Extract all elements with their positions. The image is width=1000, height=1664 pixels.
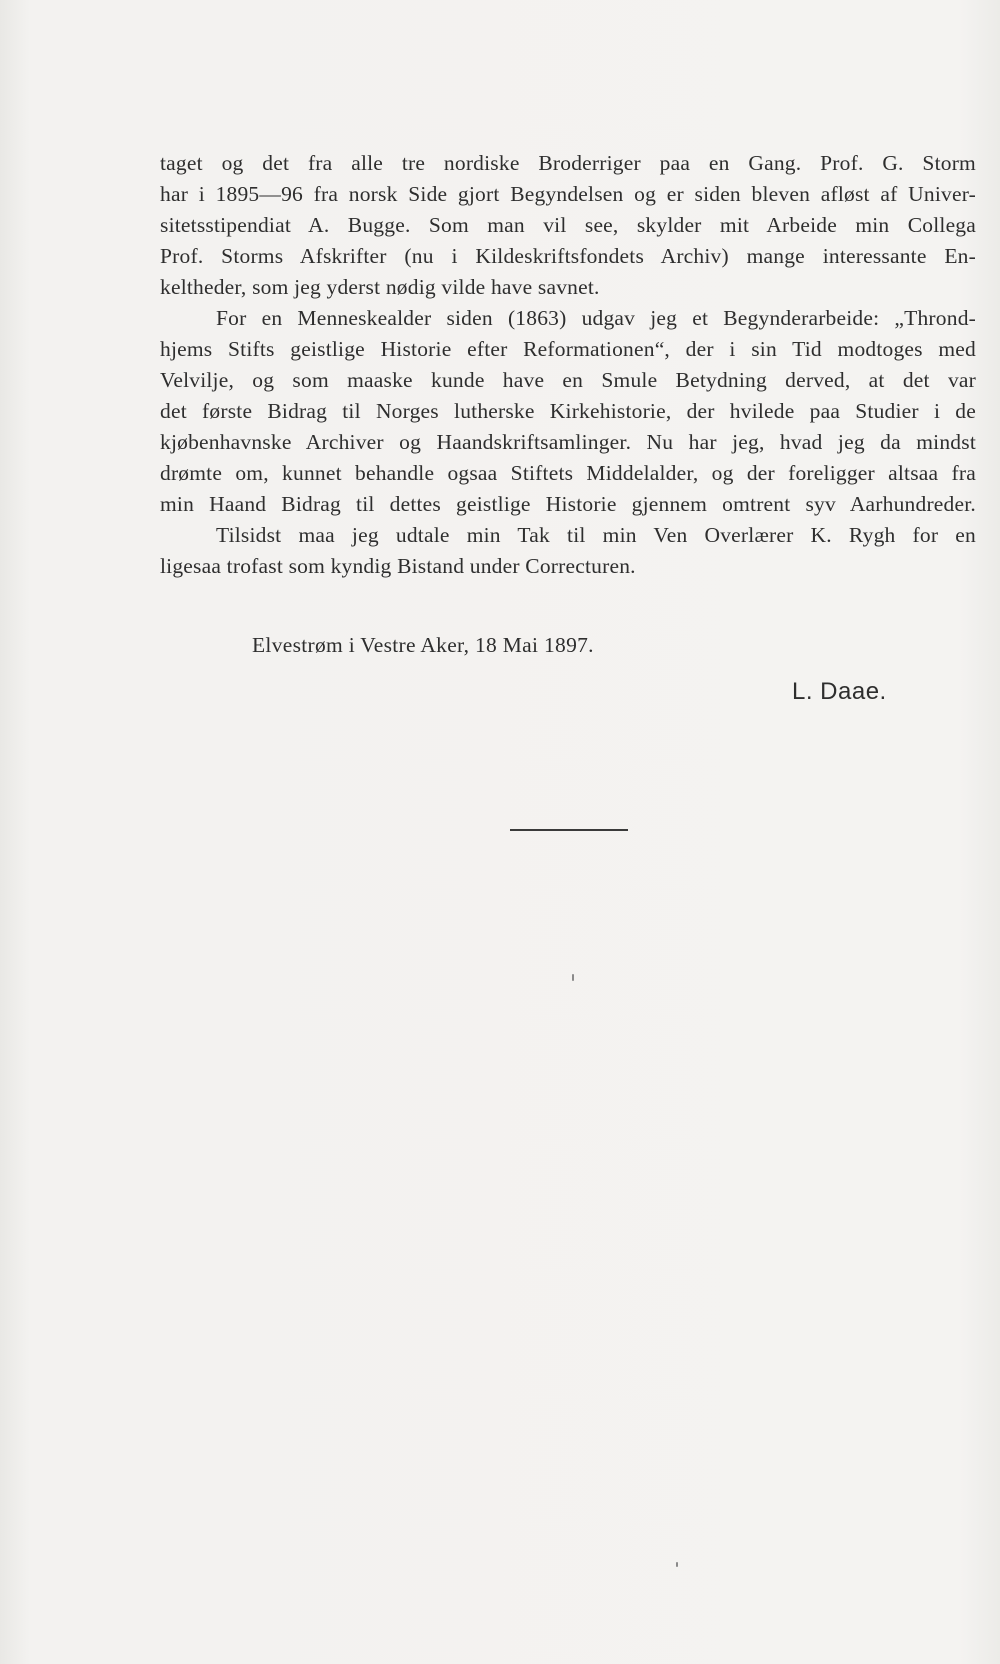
dateline: Elvestrøm i Vestre Aker, 18 Mai 1897. [252,633,594,657]
text-line: hjems Stifts geistlige Historie efter Reformationen“, der i sin Tid modtoges med [160,337,976,361]
text-line: drømte om, kunnet behandle ogsaa Stiftets Middelalder, og der foreligger altsaa fra [160,461,976,485]
author-signature: L. Daae. [792,678,887,705]
text-line: ligesaa trofast som kyndig Bistand under Correcturen. [160,554,636,578]
text-line: kjøbenhavnske Archiver og Haandskriftsamlinger. Nu har jeg, hvad jeg da mindst [160,430,976,454]
text-line: det første Bidrag til Norges lutherske Kirkehistorie, der hvilede paa Studier i de [160,399,976,423]
text-line: min Haand Bidrag til dettes geistlige Historie gjennem omtrent syv Aarhundreder. [160,492,976,516]
text-line: sitetsstipendiat A. Bugge. Som man vil see, skylder mit Arbeide min Collega [160,213,976,237]
paper-speck [676,1562,678,1567]
text-line: keltheder, som jeg yderst nødig vilde have savnet. [160,275,600,299]
text-line: taget og det fra alle tre nordiske Broderriger paa en Gang. Prof. G. Storm [160,151,976,175]
text-line: Prof. Storms Afskrifter (nu i Kildeskriftsfondets Archiv) mange interessante En- [160,244,976,268]
text-line: har i 1895—96 fra norsk Side gjort Begyndelsen og er siden bleven afløst af Univer- [160,182,976,206]
text-line: For en Menneskealder siden (1863) udgav jeg et Begynderarbeide: „Thrond- [216,306,976,330]
section-divider [510,829,628,831]
text-line: Velvilje, og som maaske kunde have en Smule Betydning derved, at det var [160,368,976,392]
paper-speck [572,974,574,981]
text-line: Tilsidst maa jeg udtale min Tak til min Ven Overlærer K. Rygh for en [216,523,976,547]
preface-body [160,148,976,582]
